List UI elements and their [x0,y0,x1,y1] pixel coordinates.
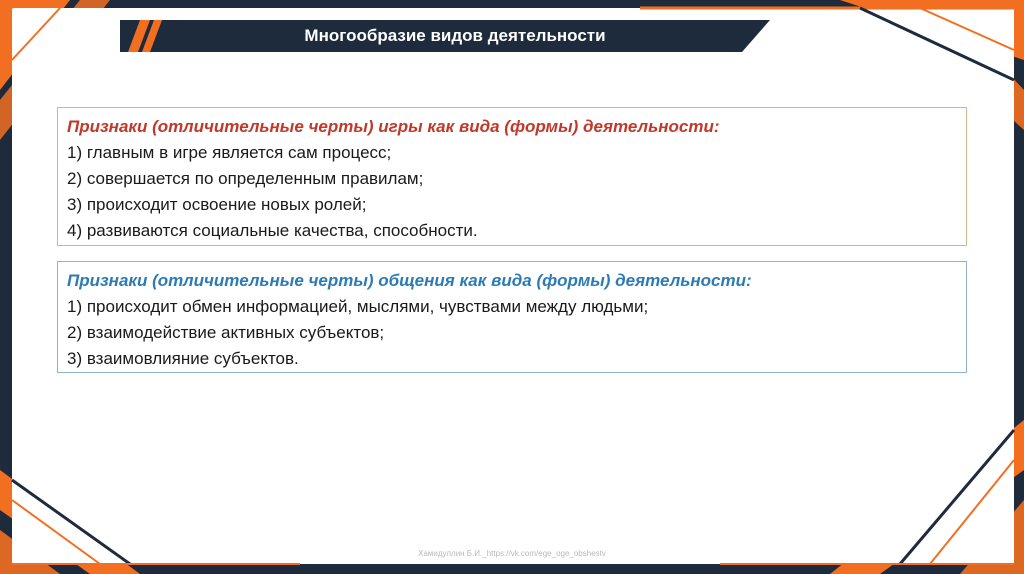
page-title: Многообразие видов деятельности [304,26,606,45]
communication-feature-item: 1) происходит обмен информацией, мыслями, чувствами между людьми; [67,297,649,316]
game-feature-item: 1) главным в игре является сам процесс; [67,143,392,162]
communication-features-heading: Признаки (отличительные черты) общения как вида (формы) деятельности: [67,271,752,290]
footer-credit: Хамидуллин Б.И._https://vk.com/ege_oge_obshestv [418,549,606,558]
game-feature-item: 4) развиваются социальные качества, способности. [67,221,478,240]
game-features-box [57,107,967,246]
game-features-heading: Признаки (отличительные черты) игры как вида (формы) деятельности: [67,117,720,136]
communication-features-box [57,261,967,373]
game-feature-item: 3) происходит освоение новых ролей; [67,195,367,214]
title-banner [120,20,770,52]
game-feature-item: 2) совершается по определенным правилам; [67,169,424,188]
communication-feature-item: 3) взаимовлияние субъектов. [67,349,299,368]
communication-feature-item: 2) взаимодействие активных субъектов; [67,323,385,342]
